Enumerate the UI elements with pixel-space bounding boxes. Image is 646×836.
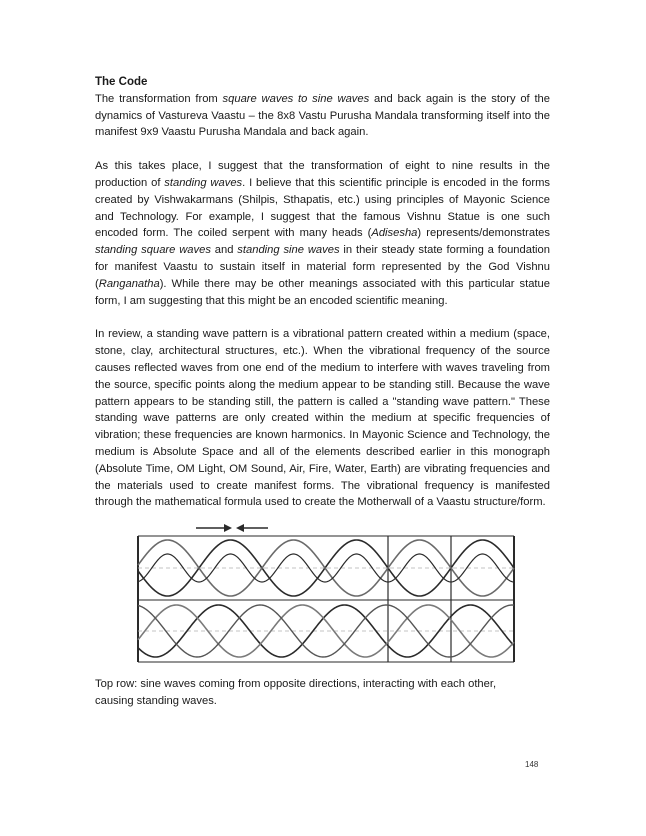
figure-caption: Top row: sine waves coming from opposite directions, interacting with each other, causing standing waves. [95,678,497,707]
paragraph-2: As this takes place, I suggest that the transformation of eight to nine results in the production of standing waves. I believe that this scientific principle is encoded in the forms created by Vishwakarmans (Shilpis, Sthapatis, etc.) using principles of Mayonic Science and Technology. For example, I suggest that the famous Vishnu Statue is one such encoded form. The coiled serpent with many heads (Adisesha) represents/demonstrates standing square waves and standing sine waves in their steady state forming a foundation for manifest Vaastu to sustain itself in material form represented by the God Vishnu (Ranganatha). While there may be other meanings associated with this particular statue form, I am suggesting that this might be an encoded scientific meaning. [95,160,550,307]
paragraph-3: In review, a standing wave pattern is a vibrational pattern created within a medium (space, stone, clay, architectural structures, etc.). When the vibrational frequency of the source causes reflected waves from one end of the medium to interfere with waves traveling from the source, specific points along the medium appear to be standing still. Because the wave pattern appears to be standing still, the pattern is called a "standing wave pattern." These standing wave patterns are only created within the medium at specific frequencies of vibration; these frequencies are known harmonics. In Mayonic Science and Technology, the medium is Absolute Space and all of the elements described earlier in this monograph (Absolute Time, OM Light, OM Sound, Air, Fire, Water, Earth) are vibrating frequencies and the materials used to create manifest forms. The vibrational frequency is manifested through the mathematical formula used to create the Motherwall of a Vaastu structure/form. [95,328,550,509]
standing-wave-figure [136,520,516,664]
page-number: 148 [525,760,539,769]
section-heading: The Code [95,76,148,88]
document-body [95,74,550,511]
arrow-left-icon [236,524,268,532]
paragraph-1: The transformation from square waves to sine waves and back again is the story of the dynamics of Vastureva Vaastu – the 8x8 Vastu Purusha Mandala transforming itself into the manifest 9x9 Vaastu Purusha Mandala and back again. [95,92,551,139]
arrow-right-icon [196,524,232,532]
